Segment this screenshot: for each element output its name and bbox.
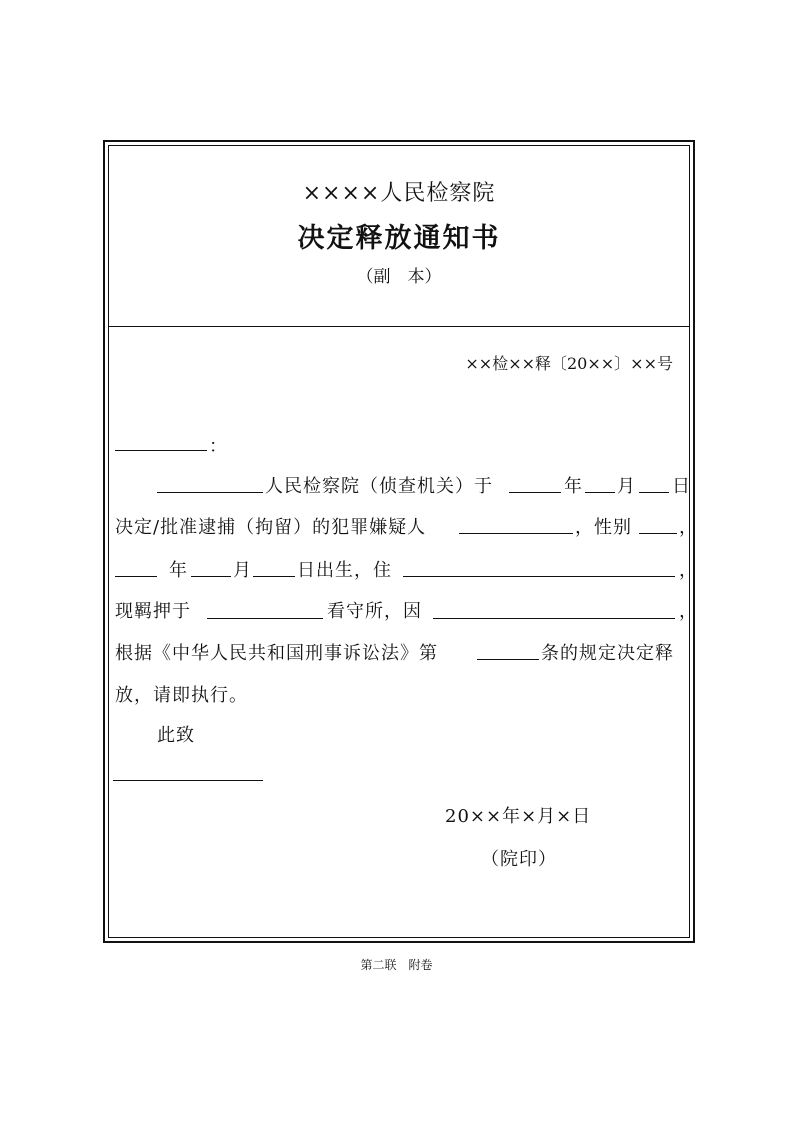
execute-text: 放，请即执行。 (115, 685, 248, 706)
suspect-name-blank (459, 533, 573, 534)
detention-center-text: 看守所，因 (327, 601, 422, 622)
month-blank (585, 492, 615, 493)
day-label: 日 (672, 476, 691, 497)
inner-border (108, 145, 698, 938)
birth-month-blank (191, 576, 231, 577)
comma: ， (679, 517, 698, 538)
year-blank (509, 492, 561, 493)
suspect-text: 决定/批准逮捕（拘留）的犯罪嫌疑人 (115, 517, 427, 538)
birth-year-label: 年 (169, 560, 188, 581)
footer-copy-label: 第二联 附卷 (360, 958, 433, 972)
article-blank (477, 659, 539, 660)
year-label: 年 (564, 476, 583, 497)
addressee-blank (115, 450, 207, 451)
recipient-blank (113, 780, 263, 781)
procuratorate-text: 人民检察院（侦查机关）于 (265, 476, 493, 497)
birth-year-blank (115, 576, 157, 577)
month-label: 月 (617, 476, 636, 497)
salutation: 此致 (157, 725, 195, 746)
procuratorate-blank (157, 492, 263, 493)
notice-frame (103, 140, 698, 943)
detained-text: 现羁押于 (115, 601, 191, 622)
document-number: ××检××释〔20××〕××号 (465, 354, 673, 373)
addressee-colon: ： (209, 436, 228, 457)
reason-blank (433, 618, 675, 619)
comma: ， (679, 560, 698, 581)
residence-blank (403, 576, 675, 577)
copy-label: （副 本） (356, 267, 442, 287)
gender-blank (639, 533, 677, 534)
signature-date: 20××年×月×日 (445, 806, 592, 827)
seal-label: （院印） (481, 849, 557, 870)
detention-center-blank (207, 618, 323, 619)
comma: ， (679, 601, 698, 622)
header-divider (109, 326, 689, 327)
day-blank (639, 492, 669, 493)
birth-residence-text: 日出生，住 (297, 560, 392, 581)
birth-day-blank (253, 576, 295, 577)
document-title: 决定释放通知书 (297, 223, 501, 254)
law-citation-text: 根据《中华人民共和国刑事诉讼法》第 (115, 643, 438, 664)
gender-label: ，性别 (575, 517, 632, 538)
birth-month-label: 月 (233, 560, 252, 581)
procuratorate-name: ××××人民检察院 (302, 181, 496, 206)
article-text: 条的规定决定释 (541, 643, 674, 664)
